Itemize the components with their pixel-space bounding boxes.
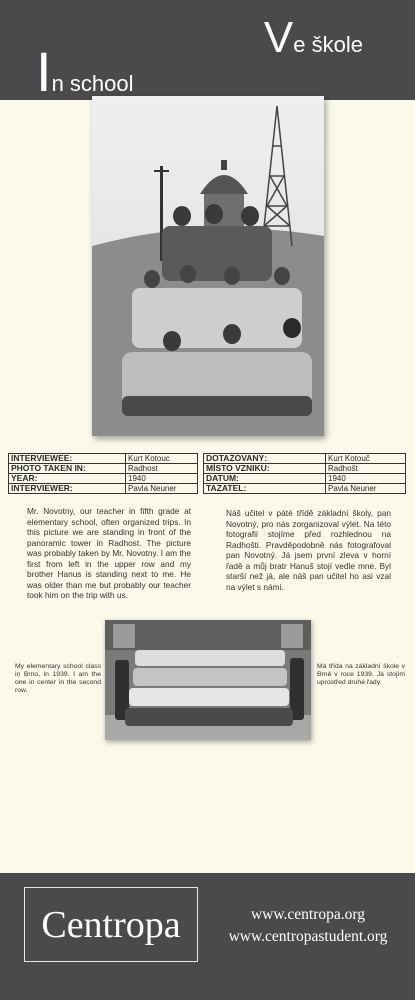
info-label: YEAR: — [9, 474, 126, 484]
info-row — [9, 464, 198, 474]
title-czech: Ve škole — [263, 13, 363, 62]
class-photo — [105, 620, 311, 740]
info-value: Radhošt — [326, 464, 406, 474]
info-label: DATUM: — [204, 474, 326, 484]
photo-caption-czech: Má třída na základní škole v Brně v roce 1939. Já stojím uprostřed druhé řady. — [317, 663, 405, 686]
info-row — [204, 474, 406, 484]
info-label: INTERVIEWER: — [9, 484, 126, 494]
centropa-logo: Centropa — [24, 887, 198, 962]
website-link[interactable]: www.centropa.org — [250, 906, 366, 923]
info-label: PHOTO TAKEN IN: — [9, 464, 126, 474]
photo-caption-english: My elementary school class in Brno, in 1939. I am the one in center in the second row. — [15, 663, 101, 694]
info-value: Pavla Neuner — [326, 484, 406, 494]
info-value: 1940 — [126, 474, 198, 484]
info-label: DOTAZOVANÝ: — [204, 454, 326, 464]
info-row — [9, 474, 198, 484]
footer-links — [218, 904, 398, 948]
info-row — [204, 464, 406, 474]
info-row — [9, 454, 198, 464]
info-label: MÍSTO VZNIKU: — [204, 464, 326, 474]
info-row — [204, 484, 406, 494]
info-value: Pavla Neuner — [126, 484, 198, 494]
info-table-czech — [203, 453, 406, 494]
student-website-link[interactable]: www.centropastudent.org — [228, 928, 388, 945]
info-value: Radhost — [126, 464, 198, 474]
info-value: Kurt Kotouc — [126, 454, 198, 464]
info-row — [204, 454, 406, 464]
info-label: TAZATEL: — [204, 484, 326, 494]
info-row — [9, 484, 198, 494]
main-photo — [92, 96, 324, 436]
story-text-english: Mr. Novotny, our teacher in fifth grade at elementary school, often organized trips. In this picture we are standing in front of the panoramic tower in Radhost. The picture was probably taken by Mr. Novotny. I am the first from left in the upper row and my brother Hanus is standing next to me. He was older than me but probably our teacher took him on the trip with us. — [27, 506, 191, 600]
story-text-czech: Náš učitel v páté třídě základní školy, pan Novotný, pro nás zorganizoval výlet. Na této fotografii stojíme před rozhlednou na Radhošti. Pravděpodobně nás fotografoval pan Novotný. Já jsem první zleva v horní řadě a můj bratr Hanuš stojí vedle mne. Byl starší než já, ale náš pan učitel ho asi vzal na výlet s námi. — [226, 508, 391, 592]
info-table-english — [8, 453, 198, 494]
info-label: INTERVIEWEE: — [9, 454, 126, 464]
info-value: 1940 — [326, 474, 406, 484]
info-value: Kurt Kotouč — [326, 454, 406, 464]
title-english: In school — [36, 40, 134, 103]
